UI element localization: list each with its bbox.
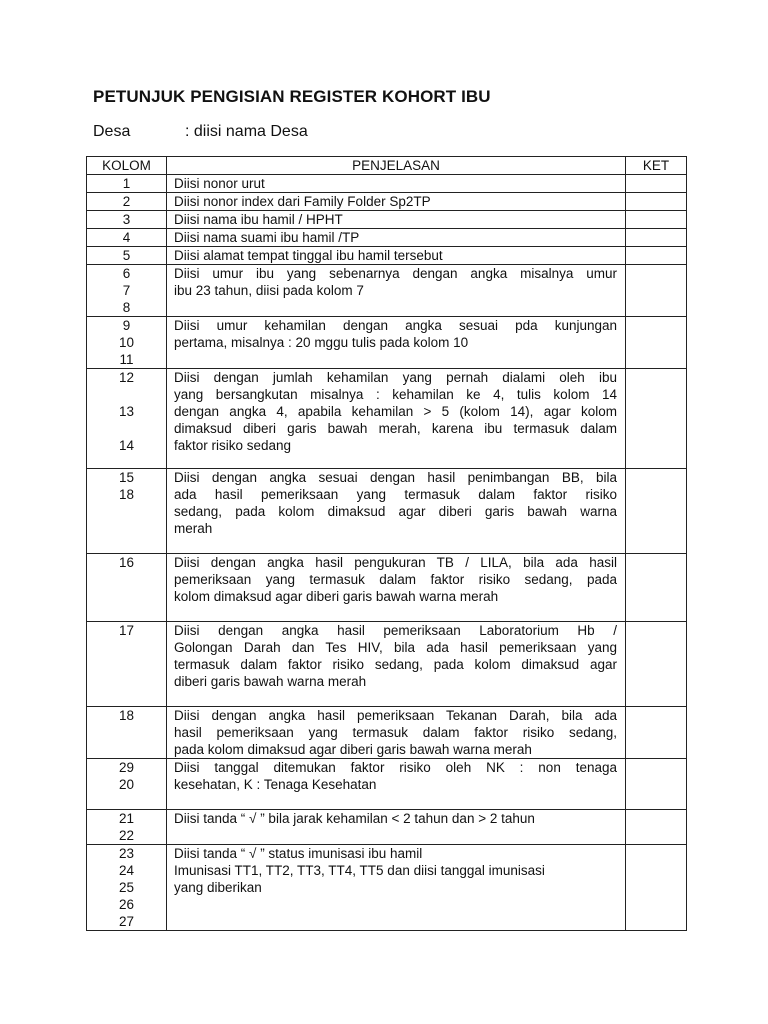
description-line: kesehatan, K : Tenaga Kesehatan bbox=[174, 777, 377, 792]
kolom-number: 10 bbox=[118, 335, 135, 350]
description-line: faktor risiko sedang bbox=[174, 438, 292, 453]
description-line: Diisi tanda “ √ ” bila jarak kehamilan < 2 tahun dan > 2 tahun bbox=[174, 811, 535, 826]
ket-cell bbox=[626, 193, 687, 211]
page-title: PETUNJUK PENGISIAN REGISTER KOHORT IBU bbox=[93, 87, 491, 106]
table-row bbox=[87, 317, 687, 369]
kolom-cell bbox=[87, 707, 167, 759]
description-line: Diisi umur kehamilan dengan angka sesuai pda kunjungan bbox=[174, 318, 617, 333]
table-row bbox=[87, 175, 687, 193]
table-row bbox=[87, 229, 687, 247]
description-cell bbox=[167, 759, 626, 810]
description-cell bbox=[167, 810, 626, 845]
ket-cell bbox=[626, 317, 687, 369]
ket-cell bbox=[626, 265, 687, 317]
table-row bbox=[87, 554, 687, 622]
kolom-number: 11 bbox=[119, 352, 134, 367]
description-cell bbox=[167, 554, 626, 622]
kolom-number: 3 bbox=[122, 212, 131, 227]
ket-cell bbox=[626, 554, 687, 622]
description-cell bbox=[167, 229, 626, 247]
kolom-cell bbox=[87, 229, 167, 247]
description-line: kolom dimaksud agar diberi garis bawah warna merah bbox=[174, 589, 499, 604]
table-row bbox=[87, 369, 687, 469]
kolom-number: 26 bbox=[118, 897, 135, 912]
kolom-number: 18 bbox=[118, 708, 135, 723]
ket-cell bbox=[626, 469, 687, 554]
description-line: merah bbox=[174, 521, 213, 536]
ket-cell bbox=[626, 759, 687, 810]
kolom-cell bbox=[87, 810, 167, 845]
description-line: hasil pemeriksaan yang termasuk dalam faktor risiko sedang, bbox=[174, 725, 617, 740]
ket-cell bbox=[626, 247, 687, 265]
table-row bbox=[87, 845, 687, 931]
description-cell bbox=[167, 369, 626, 469]
kolom-number: 9 bbox=[122, 318, 131, 333]
description-line: Diisi tanggal ditemukan faktor risiko oleh NK : non tenaga bbox=[174, 760, 617, 775]
ket-cell bbox=[626, 707, 687, 759]
kolom-number: 17 bbox=[118, 623, 135, 638]
description-cell bbox=[167, 845, 626, 931]
kolom-cell bbox=[87, 554, 167, 622]
header-penjelasan: PENJELASAN bbox=[167, 157, 626, 175]
table-row bbox=[87, 265, 687, 317]
header-kolom: KOLOM bbox=[87, 157, 167, 175]
description-line: Diisi nama suami ibu hamil /TP bbox=[174, 230, 360, 245]
description-line: dimaksud diberi garis bawah merah, karena ibu termasuk dalam bbox=[174, 421, 617, 436]
table-row bbox=[87, 469, 687, 554]
kolom-cell bbox=[87, 193, 167, 211]
description-line: Diisi dengan angka hasil pemeriksaan Laboratorium Hb / bbox=[174, 623, 617, 638]
kolom-number: 2 bbox=[122, 194, 131, 209]
description-line: pertama, misalnya : 20 mggu tulis pada kolom 10 bbox=[174, 335, 469, 350]
kolom-number: 6 bbox=[122, 266, 131, 281]
description-line: Diisi dengan angka hasil pengukuran TB / LILA, bila ada hasil bbox=[174, 555, 617, 570]
kolom-number: 12 bbox=[118, 370, 135, 385]
kolom-number: 13 bbox=[118, 404, 135, 419]
ket-cell bbox=[626, 622, 687, 707]
ket-cell bbox=[626, 369, 687, 469]
description-line: pada kolom dimaksud agar diberi garis bawah warna merah bbox=[174, 742, 532, 757]
table-row bbox=[87, 622, 687, 707]
kolom-number: 8 bbox=[122, 300, 131, 315]
description-line: Diisi nama ibu hamil / HPHT bbox=[174, 212, 343, 227]
description-line: Diisi dengan jumlah kehamilan yang pernah dialami oleh ibu bbox=[174, 370, 617, 385]
description-line: pemeriksaan yang termasuk dalam faktor risiko sedang, pada bbox=[174, 572, 617, 587]
description-line: ibu 23 tahun, diisi pada kolom 7 bbox=[174, 283, 364, 298]
instruction-table bbox=[86, 156, 687, 931]
kolom-cell bbox=[87, 247, 167, 265]
description-cell bbox=[167, 622, 626, 707]
description-cell bbox=[167, 175, 626, 193]
description-line: yang diberikan bbox=[174, 880, 262, 895]
ket-cell bbox=[626, 845, 687, 931]
description-line: sedang, pada kolom dimaksud agar diberi garis bawah warna bbox=[174, 504, 617, 519]
kolom-number: 18 bbox=[118, 487, 135, 502]
kolom-number: 7 bbox=[122, 283, 131, 298]
description-line: Diisi dengan angka hasil pemeriksaan Tekanan Darah, bila ada bbox=[174, 708, 617, 723]
description-line: ada hasil pemeriksaan yang termasuk dalam faktor risiko bbox=[174, 487, 617, 502]
kolom-number: 27 bbox=[118, 914, 135, 929]
kolom-cell bbox=[87, 317, 167, 369]
kolom-number: 22 bbox=[118, 828, 135, 843]
kolom-number: 15 bbox=[118, 470, 135, 485]
kolom-number: 4 bbox=[122, 230, 131, 245]
ket-cell bbox=[626, 229, 687, 247]
description-line: Imunisasi TT1, TT2, TT3, TT4, TT5 dan diisi tanggal imunisasi bbox=[174, 863, 545, 878]
desa-line bbox=[93, 123, 308, 141]
description-cell bbox=[167, 469, 626, 554]
kolom-number bbox=[87, 420, 166, 437]
kolom-number: 23 bbox=[118, 846, 135, 861]
header-ket: KET bbox=[626, 157, 687, 175]
description-line: Diisi alamat tempat tinggal ibu hamil tersebut bbox=[174, 248, 443, 263]
table-body bbox=[87, 175, 687, 931]
table-row bbox=[87, 211, 687, 229]
description-line: Golongan Darah dan Tes HIV, bila ada hasil pemeriksaan yang bbox=[174, 640, 617, 655]
table-header-row bbox=[87, 157, 687, 175]
description-line: Diisi nonor index dari Family Folder Sp2TP bbox=[174, 194, 431, 209]
description-cell bbox=[167, 247, 626, 265]
description-cell bbox=[167, 265, 626, 317]
desa-label: Desa bbox=[93, 123, 131, 140]
description-cell bbox=[167, 193, 626, 211]
description-line: Diisi dengan angka sesuai dengan hasil penimbangan BB, bila bbox=[174, 470, 617, 485]
kolom-number: 14 bbox=[118, 438, 135, 453]
kolom-number: 16 bbox=[118, 555, 135, 570]
kolom-cell bbox=[87, 469, 167, 554]
kolom-number: 1 bbox=[122, 176, 131, 191]
table-row bbox=[87, 707, 687, 759]
kolom-number: 21 bbox=[118, 811, 135, 826]
description-cell bbox=[167, 211, 626, 229]
table-row bbox=[87, 247, 687, 265]
kolom-number: 29 bbox=[118, 760, 135, 775]
kolom-cell bbox=[87, 759, 167, 810]
kolom-cell bbox=[87, 369, 167, 469]
ket-cell bbox=[626, 211, 687, 229]
ket-cell bbox=[626, 810, 687, 845]
kolom-cell bbox=[87, 845, 167, 931]
description-line: dengan angka 4, apabila kehamilan > 5 (kolom 14), agar kolom bbox=[174, 404, 617, 419]
description-line: termasuk dalam faktor risiko sedang, pada kolom dimaksud agar bbox=[174, 657, 617, 672]
ket-cell bbox=[626, 175, 687, 193]
table-row bbox=[87, 759, 687, 810]
kolom-number: 20 bbox=[118, 777, 135, 792]
table-row bbox=[87, 193, 687, 211]
description-line: yang bersangkutan misalnya : kehamilan ke 4, tulis kolom 14 bbox=[174, 387, 617, 402]
kolom-number bbox=[87, 386, 166, 403]
kolom-number: 25 bbox=[118, 880, 135, 895]
description-line: Diisi tanda “ √ ” status imunisasi ibu hamil bbox=[174, 846, 423, 861]
kolom-cell bbox=[87, 622, 167, 707]
kolom-number: 24 bbox=[118, 863, 135, 878]
description-cell bbox=[167, 317, 626, 369]
kolom-cell bbox=[87, 211, 167, 229]
description-cell bbox=[167, 707, 626, 759]
desa-value: : diisi nama Desa bbox=[185, 123, 308, 140]
description-line: diberi garis bawah warna merah bbox=[174, 674, 367, 689]
description-line: Diisi umur ibu yang sebenarnya dengan angka misalnya umur bbox=[174, 266, 617, 281]
kolom-number: 5 bbox=[122, 248, 131, 263]
kolom-cell bbox=[87, 175, 167, 193]
table-row bbox=[87, 810, 687, 845]
kolom-cell bbox=[87, 265, 167, 317]
description-line: Diisi nonor urut bbox=[174, 176, 265, 191]
